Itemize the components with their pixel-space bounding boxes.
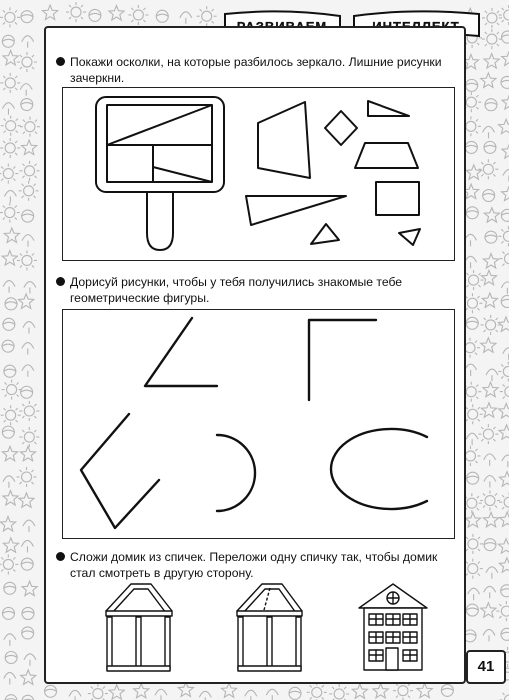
mirror-crack-small <box>153 167 212 182</box>
incomplete-shapes-drawing <box>63 310 454 538</box>
task-3-instruction <box>56 549 451 581</box>
matchstick-house-original <box>106 584 172 671</box>
shard-trapezoid-small <box>355 143 418 168</box>
task-3-text: Сложи домик из спичек. Переложи одну спичку так, чтобы домик стал смотреть в другую сторону. <box>70 550 438 580</box>
task-1-text: Покажи осколки, на которые разбилось зеркало. Лишние рисунки зачеркни. <box>70 55 442 85</box>
bullet-icon <box>56 277 65 286</box>
page-number: 41 <box>466 650 506 684</box>
shard-sliver <box>399 229 420 245</box>
shape-arc-large <box>331 429 427 509</box>
bullet-icon <box>56 552 65 561</box>
shard-triangle-small <box>311 224 339 244</box>
task-1-instruction <box>56 54 451 86</box>
mirror-handle <box>147 192 173 250</box>
matchstick-house-hint <box>237 584 302 671</box>
shard-right-triangle <box>368 101 409 116</box>
mirror-task-frame <box>62 87 455 261</box>
matchstick-houses <box>46 580 464 680</box>
shape-angle-open <box>145 318 217 386</box>
task-2-instruction <box>56 274 451 306</box>
shard-trapezoid-tall <box>258 102 310 178</box>
worksheet-page <box>44 26 466 684</box>
multistory-house-picture <box>359 584 427 670</box>
shard-long-triangle <box>246 196 346 225</box>
shard-rhombus <box>325 111 357 145</box>
mirror-glass <box>107 105 212 182</box>
shape-corner-open <box>309 320 376 400</box>
shard-square <box>376 182 419 215</box>
bullet-icon <box>56 57 65 66</box>
shape-zigzag <box>81 414 159 528</box>
mirror-crack-diagonal <box>107 105 212 145</box>
mirror-shards-drawing <box>63 88 454 260</box>
shape-arc-small <box>217 435 255 511</box>
task-2-text: Дорисуй рисунки, чтобы у тебя получились знакомые тебе геометрические фигуры. <box>70 275 403 305</box>
shapes-task-frame <box>62 309 455 539</box>
